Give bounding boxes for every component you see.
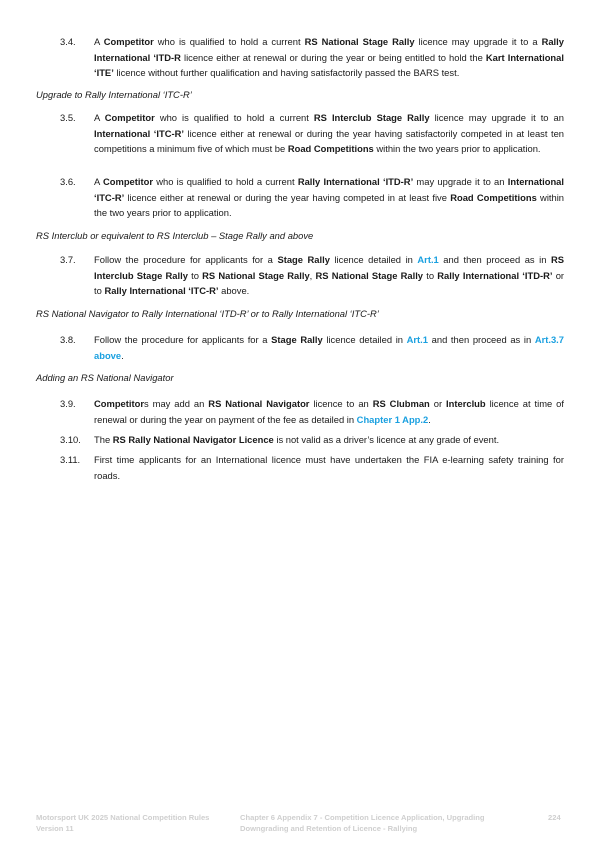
clause-text: Competitors may add an RS National Navigator licence to an RS Clubman or Interclub licence at time of renewal or during the year on payment of the fee as detailed in Chapter 1 App.2. xyxy=(94,398,564,425)
clause-number: 3.5. xyxy=(60,112,76,123)
section-heading: RS Interclub or equivalent to RS Interclub – Stage Rally and above xyxy=(36,230,314,241)
footer-chapter-line-2: Downgrading and Retention of Licence - Rallying xyxy=(240,824,418,833)
clause-number: 3.7. xyxy=(60,254,76,265)
clause-number: 3.10. xyxy=(60,434,81,445)
art-3-7-link[interactable]: Art.3.7 above xyxy=(94,334,565,361)
clause-text: A Competitor who is qualified to hold a current RS Interclub Stage Rally licence may upgrade it to an International ‘ITC-R’ licence either at renewal or during the year having satisfactorily competed in at least ten competitions a minimum five of which must be Road Competitions within the two years prior to application. xyxy=(94,112,565,155)
page-number: 224 xyxy=(548,813,561,822)
clause-number: 3.8. xyxy=(60,334,76,345)
clause-text: A Competitor who is qualified to hold a current Rally International ‘ITD-R’ may upgrade it to an International ‘ITC-R’ licence either at renewal or during the year having competed in at least five Road Competitions within the two years prior to application. xyxy=(94,176,565,219)
clause-3-5 xyxy=(60,110,564,157)
section-heading: Upgrade to Rally International ‘ITC-R’ xyxy=(36,89,192,100)
footer-version: Version 11 xyxy=(36,824,74,833)
footer-chapter xyxy=(240,812,485,834)
clause-number: 3.11. xyxy=(60,454,81,465)
clause-text: Follow the procedure for applicants for a Stage Rally licence detailed in Art.1 and then proceed as in RS Interclub Stage Rally to RS National Stage Rally, RS National Stage Rally to Rally International ‘ITD-R’ or to Rally International ‘ITC-R’ above. xyxy=(94,254,565,297)
clause-number: 3.6. xyxy=(60,176,76,187)
clause-3-10 xyxy=(60,432,564,448)
clause-text: First time applicants for an International licence must have undertaken the FIA e-learning safety training for roads. xyxy=(94,454,564,481)
art-1-link[interactable]: Art.1 xyxy=(417,254,439,265)
clause-3-11 xyxy=(60,452,564,483)
section-heading: RS National Navigator to Rally International ‘ITD-R’ or to Rally International ‘ITC-R’ xyxy=(36,308,379,319)
clause-text: Follow the procedure for applicants for a Stage Rally licence detailed in Art.1 and then proceed as in Art.3.7 above. xyxy=(94,334,565,361)
clause-3-7 xyxy=(60,252,564,299)
footer-title: Motorsport UK 2025 National Competition Rules xyxy=(36,813,210,822)
clause-3-8 xyxy=(60,332,564,363)
clause-text: The RS Rally National Navigator Licence is not valid as a driver’s licence at any grade of event. xyxy=(94,434,500,445)
clause-number: 3.9. xyxy=(60,398,76,409)
art-1-link[interactable]: Art.1 xyxy=(406,334,428,345)
clause-3-6 xyxy=(60,174,564,221)
clause-number: 3.4. xyxy=(60,36,76,47)
clause-text: A Competitor who is qualified to hold a current RS National Stage Rally licence may upgrade it to a Rally International ‘ITD-R licence either at renewal or during the year or being entitled to hold the Kart International ‘ITE’ licence without further qualification and having satisfactorily passed the BARS test. xyxy=(94,36,564,79)
chapter-1-app-2-link[interactable]: Chapter 1 App.2 xyxy=(356,413,429,425)
footer-chapter-line-1: Chapter 6 Appendix 7 - Competition Licence Application, Upgrading xyxy=(240,813,485,822)
section-heading: Adding an RS National Navigator xyxy=(36,372,174,383)
footer-publication xyxy=(36,812,209,834)
clause-3-4 xyxy=(60,34,564,81)
clause-3-9 xyxy=(60,396,564,427)
